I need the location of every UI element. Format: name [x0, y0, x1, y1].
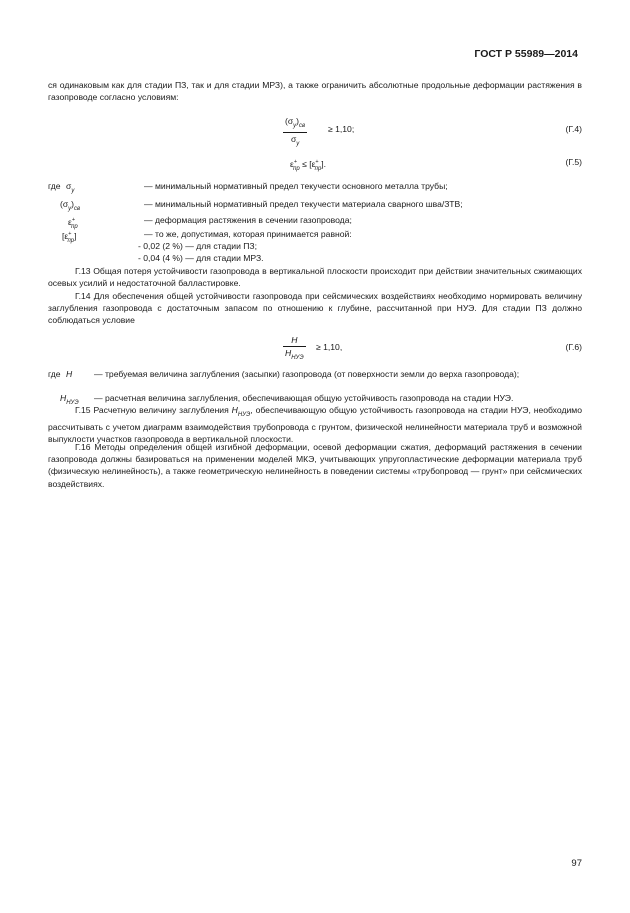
fraction-sigma: $(\sigma_y)_{св}$ $\sigma_y$	[285, 116, 306, 148]
g15-pre: Г.15 Расчетную величину заглубления	[75, 405, 229, 415]
symbol-sigma-y: $\sigma_y$	[66, 181, 75, 194]
eq-g5-formula: $\varepsilon^+_{пр} \le [\varepsilon^+_{пр}]$.	[290, 159, 327, 172]
def-item-text: - 0,04 (4 %) — для стадии МРЗ.	[138, 253, 264, 263]
where-label: где	[48, 181, 61, 191]
paragraph-g15: Г.15 Расчетную величину заглубления $H_{НУЭ}$, обеспечивающую общую устойчивость газопровода на стадии НУЭ, необходимо рассчитывать с учетом диаграмм взаимодействия трубопровода с грунтом, физической нелинейности материала труб и возможной выпуклости участков газопровода в вертикальной плоскости.	[48, 405, 582, 445]
symbol-h: H	[66, 369, 73, 379]
eq-g5-rhs: ≤ [ε	[302, 159, 316, 169]
equation-g5	[250, 156, 582, 172]
document-header: ГОСТ Р 55989—2014	[474, 48, 578, 60]
fraction-h: H $H_{НУЭ}$	[285, 335, 304, 362]
def-text: — расчетная величина заглубления, обеспечивающая общую устойчивость газопровода на стадии НУЭ.	[94, 393, 514, 403]
page-number: 97	[571, 858, 582, 869]
equation-g4	[250, 115, 582, 148]
paragraph-g13: Г.13 Общая потеря устойчивости газопровода в вертикальной плоскости происходит при действии значительных сжимающих осевых усилий и недостаточной балластировке.	[48, 266, 582, 289]
symbol-h-nue: $H_{НУЭ}$	[60, 393, 79, 406]
paragraph-g14: Г.14 Для обеспечения общей устойчивости газопровода при сейсмических воздействиях необходимо нормировать величину заглубления газопровода с достаточным запасом по отношению к глубине, рассчитанной при НУЭ. Для стадии ПЗ должно соблюдаться условие	[48, 291, 582, 326]
symbol-eps: $\varepsilon^+_{пр}$	[68, 217, 78, 230]
eq-g6-number: (Г.6)	[565, 342, 582, 352]
def-text: — деформация растяжения в сечении газопровода;	[144, 215, 352, 225]
def-h	[48, 368, 582, 392]
where-label: где	[48, 369, 61, 379]
intro-paragraph: ся одинаковым как для стадии ПЗ, так и для стадии МРЗ), а также ограничить абсолютные продольные деформации растяжения в газопроводе согласно условиям:	[48, 80, 582, 103]
paragraph-g16: Г.16 Методы определения общей изгибной деформации, осевой деформации сжатия, деформаций растяжения в сечении газопровода должны базироваться на применении моделей МКЭ, учитывающих упругопластические деформации материала труб (физическую нелинейность), а также геометрическую нелинейность в поведении системы «трубопровод — грунт» при сейсмических воздействиях.	[48, 442, 582, 489]
g15-post: , обеспечивающую общую устойчивость газопровода на стадии НУЭ, необходимо рассчитывать с учетом диаграмм взаимодействия трубопровода с грунтом, физической нелинейности материала труб и возможной выпуклости участков газопровода в вертикальной плоскости.	[48, 405, 582, 445]
def-text: — минимальный нормативный предел текучести основного металла трубы;	[144, 181, 448, 191]
def-text: — требуемая величина заглубления (засыпки) газопровода (от поверхности земли до верха газопровода);	[94, 369, 520, 379]
equation-g6	[250, 334, 582, 362]
eq-g5-number: (Г.5)	[565, 157, 582, 167]
def-text: — минимальный нормативный предел текучести материала сварного шва/ЗТВ;	[144, 199, 463, 209]
symbol-eps-lim: $[\varepsilon^+_{пр}]$	[62, 231, 77, 244]
symbol-sigma-y-sv: $(\sigma_y)_{св}$	[60, 199, 81, 212]
def-item-text: - 0,02 (2 %) — для стадии ПЗ;	[138, 241, 258, 251]
eq-g4-rhs: ≥ 1,10;	[328, 124, 355, 134]
eq-g4-number: (Г.4)	[565, 124, 582, 134]
def-text: — то же, допустимая, которая принимается равной:	[144, 229, 352, 239]
eq-g6-rhs: ≥ 1,10,	[316, 342, 343, 352]
